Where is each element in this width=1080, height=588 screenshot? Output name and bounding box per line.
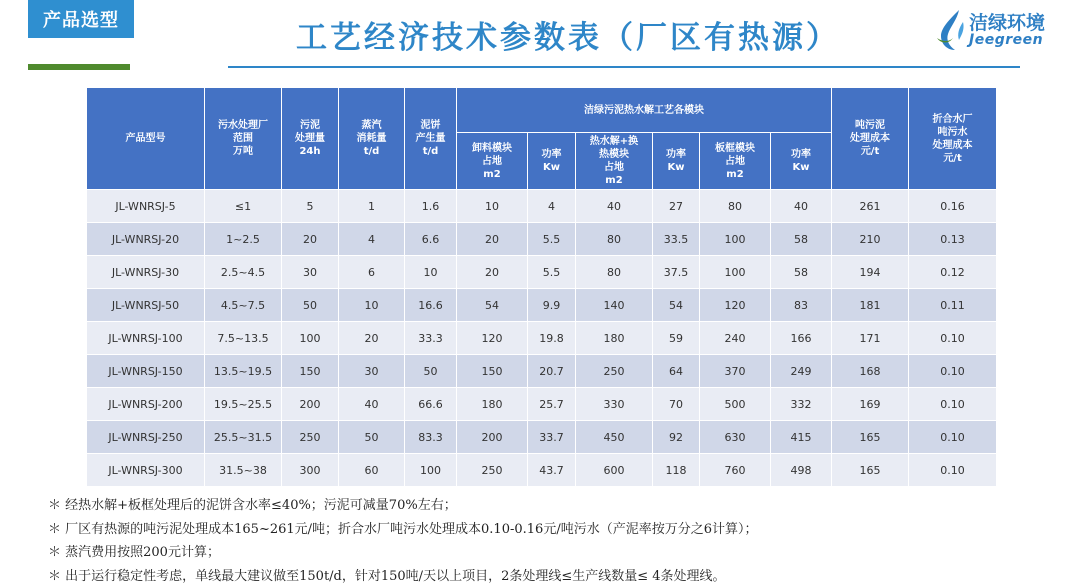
model-cell: JL-WNRSJ-200	[87, 388, 205, 421]
section-tag-underline	[28, 64, 130, 70]
cost-water-cell: 0.10	[909, 454, 997, 487]
range-cell: ≤1	[205, 190, 282, 223]
press-power-cell: 332	[771, 388, 832, 421]
cake-cell: 66.6	[405, 388, 457, 421]
unload-area-cell: 120	[457, 322, 528, 355]
cost-water-cell: 0.10	[909, 421, 997, 454]
unload-power-cell: 4	[528, 190, 576, 223]
unload-power-cell: 5.5	[528, 256, 576, 289]
hydro-power-cell: 37.5	[653, 256, 700, 289]
hydro-power-cell: 59	[653, 322, 700, 355]
col-header-unload-area: 卸料模块 占地 m2	[457, 133, 528, 190]
cake-cell: 10	[405, 256, 457, 289]
table-row	[87, 190, 997, 223]
hydro-power-cell: 70	[653, 388, 700, 421]
col-header-model: 产品型号	[87, 88, 205, 190]
sludge-cell: 30	[282, 256, 339, 289]
model-cell: JL-WNRSJ-150	[87, 355, 205, 388]
model-cell: JL-WNRSJ-5	[87, 190, 205, 223]
cost-water-cell: 0.11	[909, 289, 997, 322]
sludge-cell: 150	[282, 355, 339, 388]
unload-power-cell: 5.5	[528, 223, 576, 256]
cost-water-cell: 0.10	[909, 388, 997, 421]
press-power-cell: 498	[771, 454, 832, 487]
press-area-cell: 100	[700, 256, 771, 289]
footnote: ＊ 厂区有热源的吨污泥处理成本165~261元/吨；折合水厂吨污水处理成本0.10-0.16元/吨污水（产泥率按万分之6计算）；	[48, 518, 1068, 542]
cost-sludge-cell: 261	[832, 190, 909, 223]
footnote: ＊ 蒸汽费用按照200元计算；	[48, 541, 1068, 565]
table-row	[87, 289, 997, 322]
sludge-cell: 300	[282, 454, 339, 487]
steam-cell: 30	[339, 355, 405, 388]
section-tag: 产品选型	[28, 0, 134, 38]
hydro-area-cell: 600	[576, 454, 653, 487]
range-cell: 25.5~31.5	[205, 421, 282, 454]
cake-cell: 50	[405, 355, 457, 388]
press-area-cell: 760	[700, 454, 771, 487]
cost-sludge-cell: 169	[832, 388, 909, 421]
model-cell: JL-WNRSJ-100	[87, 322, 205, 355]
cake-cell: 100	[405, 454, 457, 487]
hydro-power-cell: 92	[653, 421, 700, 454]
unload-power-cell: 19.8	[528, 322, 576, 355]
table-row	[87, 355, 997, 388]
logo-cn-text: 洁绿环境	[969, 8, 1045, 35]
spec-table	[86, 87, 997, 487]
press-power-cell: 249	[771, 355, 832, 388]
cost-water-cell: 0.13	[909, 223, 997, 256]
cost-sludge-cell: 194	[832, 256, 909, 289]
col-header-range: 污水处理厂 范围 万吨	[205, 88, 282, 190]
unload-area-cell: 250	[457, 454, 528, 487]
unload-area-cell: 10	[457, 190, 528, 223]
press-power-cell: 58	[771, 223, 832, 256]
hydro-area-cell: 450	[576, 421, 653, 454]
spec-table-body	[87, 190, 997, 487]
hydro-area-cell: 40	[576, 190, 653, 223]
hydro-area-cell: 330	[576, 388, 653, 421]
unload-area-cell: 150	[457, 355, 528, 388]
cost-sludge-cell: 210	[832, 223, 909, 256]
press-power-cell: 415	[771, 421, 832, 454]
sludge-cell: 50	[282, 289, 339, 322]
press-area-cell: 630	[700, 421, 771, 454]
cake-cell: 83.3	[405, 421, 457, 454]
cost-sludge-cell: 165	[832, 421, 909, 454]
table-row	[87, 454, 997, 487]
hydro-power-cell: 64	[653, 355, 700, 388]
sludge-cell: 250	[282, 421, 339, 454]
model-cell: JL-WNRSJ-50	[87, 289, 205, 322]
range-cell: 31.5~38	[205, 454, 282, 487]
cake-cell: 33.3	[405, 322, 457, 355]
unload-power-cell: 20.7	[528, 355, 576, 388]
table-row	[87, 223, 997, 256]
hydro-power-cell: 54	[653, 289, 700, 322]
press-power-cell: 83	[771, 289, 832, 322]
steam-cell: 60	[339, 454, 405, 487]
unload-power-cell: 9.9	[528, 289, 576, 322]
page-title: 工艺经济技术参数表（厂区有热源）	[228, 12, 908, 57]
cake-cell: 16.6	[405, 289, 457, 322]
hydro-area-cell: 80	[576, 223, 653, 256]
press-area-cell: 370	[700, 355, 771, 388]
cost-sludge-cell: 165	[832, 454, 909, 487]
steam-cell: 1	[339, 190, 405, 223]
water-drop-logo-icon	[935, 8, 969, 52]
col-header-hydro-area: 热水解+换 热模块 占地 m2	[576, 133, 653, 190]
steam-cell: 40	[339, 388, 405, 421]
logo-en-text: Jeegreen	[969, 32, 1043, 48]
col-header-steam: 蒸汽 消耗量 t/d	[339, 88, 405, 190]
cost-sludge-cell: 171	[832, 322, 909, 355]
range-cell: 19.5~25.5	[205, 388, 282, 421]
sludge-cell: 20	[282, 223, 339, 256]
range-cell: 13.5~19.5	[205, 355, 282, 388]
unload-area-cell: 20	[457, 223, 528, 256]
press-power-cell: 58	[771, 256, 832, 289]
footnote: ＊ 经热水解+板框处理后的泥饼含水率≤40%；污泥可减量70%左右；	[48, 494, 1068, 518]
company-logo	[935, 6, 1060, 54]
unload-power-cell: 33.7	[528, 421, 576, 454]
title-rule	[228, 66, 1020, 68]
hydro-power-cell: 33.5	[653, 223, 700, 256]
table-row	[87, 322, 997, 355]
sludge-cell: 100	[282, 322, 339, 355]
col-header-hydro-power: 功率 Kw	[653, 133, 700, 190]
sludge-cell: 200	[282, 388, 339, 421]
steam-cell: 20	[339, 322, 405, 355]
table-row	[87, 256, 997, 289]
col-header-press-power: 功率 Kw	[771, 133, 832, 190]
range-cell: 1~2.5	[205, 223, 282, 256]
cake-cell: 1.6	[405, 190, 457, 223]
col-header-sludge: 污泥 处理量 24h	[282, 88, 339, 190]
cost-sludge-cell: 181	[832, 289, 909, 322]
range-cell: 7.5~13.5	[205, 322, 282, 355]
press-power-cell: 166	[771, 322, 832, 355]
steam-cell: 50	[339, 421, 405, 454]
col-group-modules: 洁绿污泥热水解工艺各模块	[457, 88, 832, 133]
model-cell: JL-WNRSJ-20	[87, 223, 205, 256]
col-header-unload-power: 功率 Kw	[528, 133, 576, 190]
range-cell: 4.5~7.5	[205, 289, 282, 322]
cost-water-cell: 0.10	[909, 322, 997, 355]
hydro-power-cell: 118	[653, 454, 700, 487]
hydro-area-cell: 140	[576, 289, 653, 322]
table-row	[87, 421, 997, 454]
model-cell: JL-WNRSJ-250	[87, 421, 205, 454]
sludge-cell: 5	[282, 190, 339, 223]
col-header-cost-water: 折合水厂 吨污水 处理成本 元/t	[909, 88, 997, 190]
press-area-cell: 240	[700, 322, 771, 355]
steam-cell: 4	[339, 223, 405, 256]
model-cell: JL-WNRSJ-30	[87, 256, 205, 289]
cost-water-cell: 0.10	[909, 355, 997, 388]
footnote: ＊ 出于运行稳定性考虑，单线最大建议做至150t/d，针对150吨/天以上项目，2条处理线≤生产线数量≤ 4条处理线。	[48, 565, 1068, 588]
unload-power-cell: 43.7	[528, 454, 576, 487]
cost-sludge-cell: 168	[832, 355, 909, 388]
press-area-cell: 80	[700, 190, 771, 223]
col-header-press-area: 板框模块 占地 m2	[700, 133, 771, 190]
unload-area-cell: 54	[457, 289, 528, 322]
cost-water-cell: 0.16	[909, 190, 997, 223]
unload-power-cell: 25.7	[528, 388, 576, 421]
cake-cell: 6.6	[405, 223, 457, 256]
unload-area-cell: 20	[457, 256, 528, 289]
hydro-area-cell: 180	[576, 322, 653, 355]
table-row	[87, 388, 997, 421]
steam-cell: 6	[339, 256, 405, 289]
hydro-area-cell: 80	[576, 256, 653, 289]
cost-water-cell: 0.12	[909, 256, 997, 289]
model-cell: JL-WNRSJ-300	[87, 454, 205, 487]
press-power-cell: 40	[771, 190, 832, 223]
footnotes	[48, 494, 1068, 588]
range-cell: 2.5~4.5	[205, 256, 282, 289]
hydro-area-cell: 250	[576, 355, 653, 388]
unload-area-cell: 200	[457, 421, 528, 454]
press-area-cell: 500	[700, 388, 771, 421]
press-area-cell: 100	[700, 223, 771, 256]
steam-cell: 10	[339, 289, 405, 322]
col-header-cake: 泥饼 产生量 t/d	[405, 88, 457, 190]
hydro-power-cell: 27	[653, 190, 700, 223]
col-header-cost-sludge: 吨污泥 处理成本 元/t	[832, 88, 909, 190]
unload-area-cell: 180	[457, 388, 528, 421]
press-area-cell: 120	[700, 289, 771, 322]
